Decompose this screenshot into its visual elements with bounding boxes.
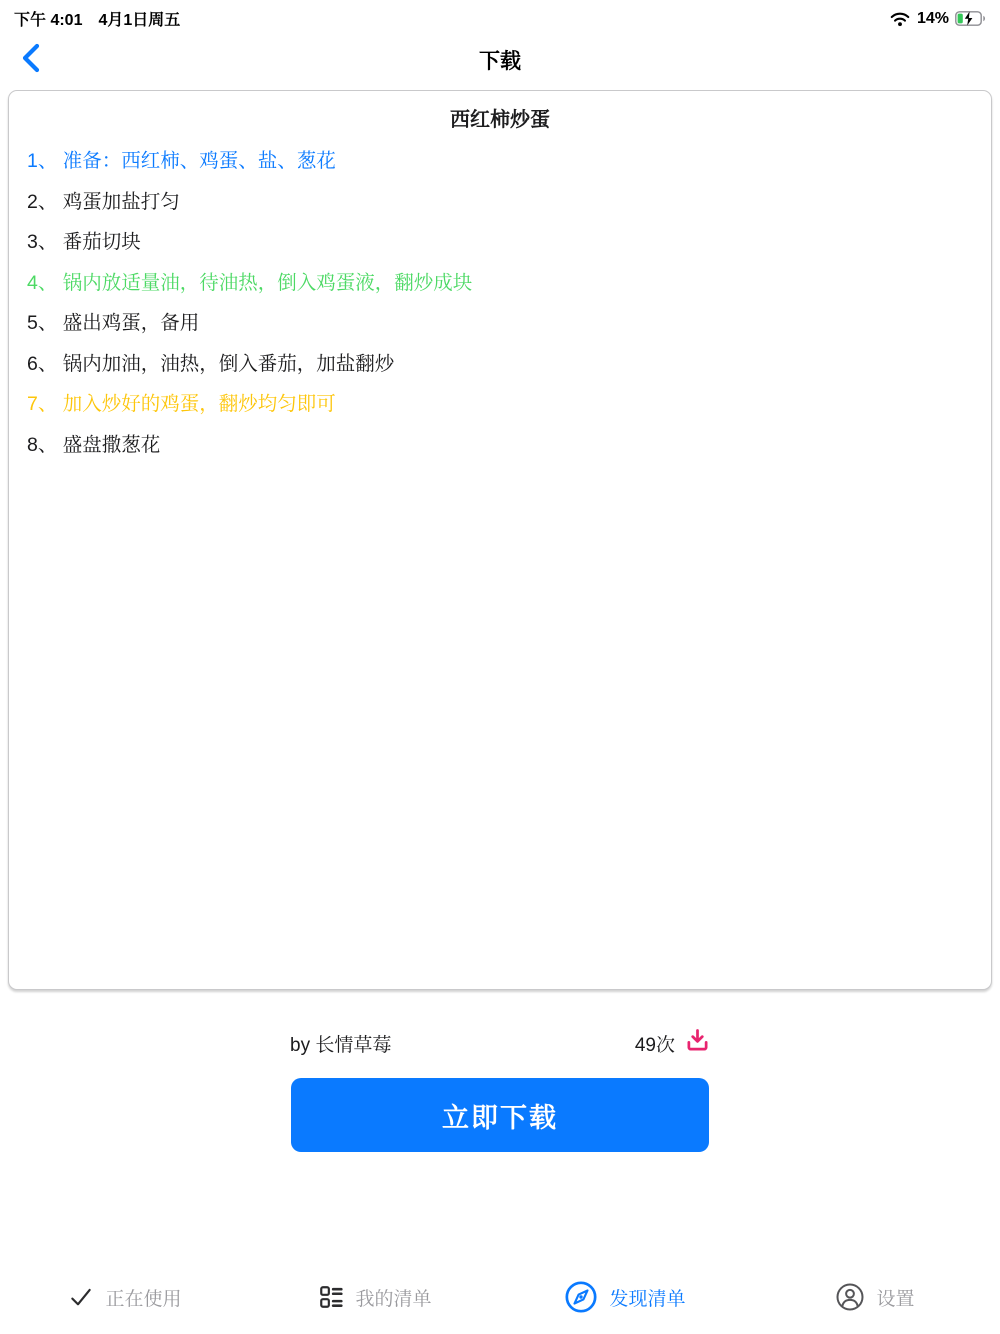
checklist-card [8, 90, 992, 990]
chevron-left-icon [19, 62, 43, 77]
checklist-step: 5、 盛出鸡蛋，备用 [27, 312, 200, 334]
checklist-title: 西红柿炒蛋 [450, 109, 550, 131]
checklist-step: 8、 盛盘撒葱花 [27, 433, 161, 456]
checklist-step: 4、 锅内放适量油，待油热，倒入鸡蛋液，翻炒成块 [27, 271, 473, 294]
tab-discover-checklists[interactable] [500, 1260, 750, 1334]
status-bar [0, 0, 1000, 30]
nav-bar [0, 30, 1000, 90]
author-label: by 长情草莓 [290, 1035, 392, 1056]
battery-percent: 14% [916, 9, 949, 27]
download-count-icon [685, 1028, 710, 1059]
checklist-step: 6、 锅内加油，油热，倒入番茄，加盐翻炒 [27, 352, 395, 375]
tab-label: 设置 [876, 1288, 915, 1310]
checklist-steps [9, 141, 991, 465]
checkmark-icon [68, 1284, 94, 1310]
tab-label: 发现清单 [609, 1288, 686, 1310]
tab-my-checklists[interactable] [250, 1260, 500, 1334]
status-date: 4月1日周五 [98, 12, 181, 29]
status-time: 下午 4:01 [14, 12, 83, 29]
download-now-button[interactable]: 立即下载 [291, 1078, 709, 1152]
checklist-step: 2、 鸡蛋加盐打匀 [27, 190, 180, 213]
tab-label: 我的清单 [355, 1288, 432, 1310]
download-count: 49次 [634, 1035, 675, 1056]
tab-label: 正在使用 [105, 1288, 182, 1310]
back-button[interactable] [12, 38, 50, 80]
checklist-step: 1、 准备：西红柿、鸡蛋、盐、葱花 [27, 150, 336, 172]
tab-in-use[interactable] [0, 1260, 250, 1334]
compass-icon [564, 1280, 598, 1314]
tab-settings[interactable] [750, 1260, 1000, 1334]
checklist-step: 3、 番茄切块 [27, 231, 141, 253]
checklist-meta [290, 1028, 710, 1059]
person-icon [835, 1282, 865, 1312]
list-icon [318, 1284, 344, 1310]
wifi-icon [889, 10, 911, 27]
tab-bar [0, 1260, 1000, 1334]
battery-charging-icon [955, 11, 986, 26]
checklist-step: 7、 加入炒好的鸡蛋，翻炒均匀即可 [27, 393, 336, 415]
page-title: 下载 [479, 50, 521, 73]
